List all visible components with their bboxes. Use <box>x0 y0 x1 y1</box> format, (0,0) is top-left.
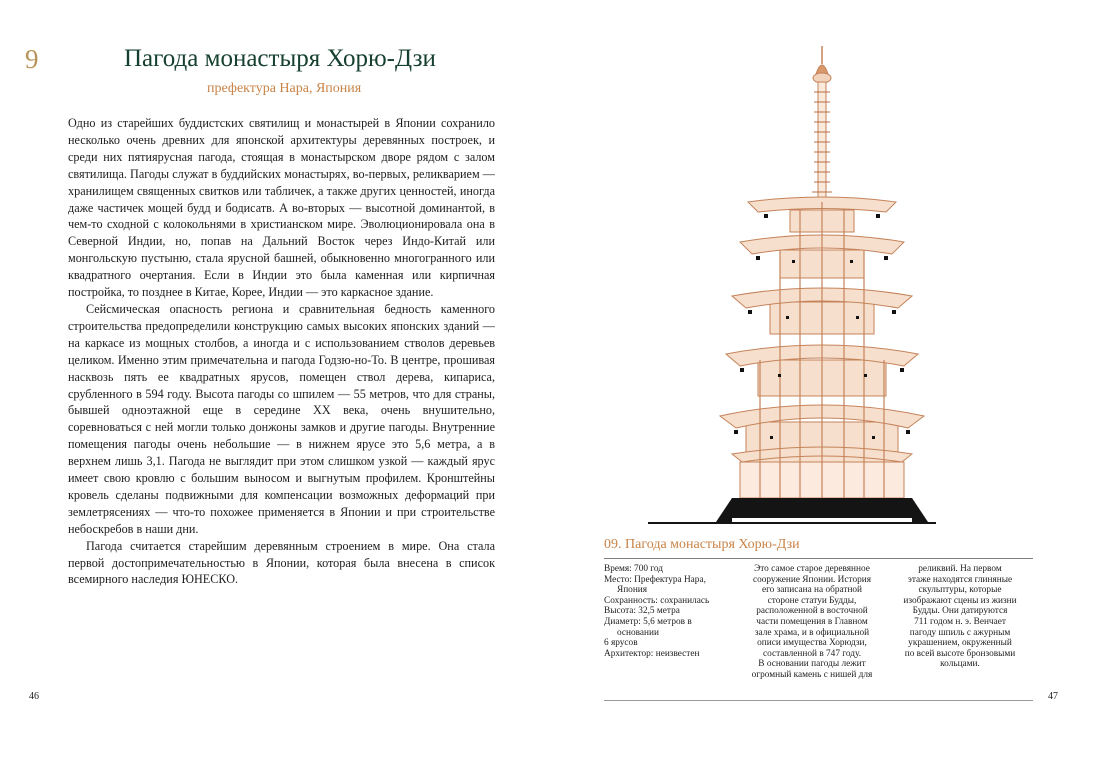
history-line: его записана на обратной <box>761 585 863 596</box>
paragraph: Одно из старейших буддистских святилищ и монастырей в Японии сохранило несколько очень древних для японской архитектуры деревянных построек, и среди них пятиярусная пагода, стоящая в монастырском дворе рядом с залом святилища. Пагоды служат в буддийских монастырях, во-первых, реликварием — хранилищем священных свитков или табличек, а также других ценностей, иногда даже частичек мощей будд и бодисатв. А во-вторых — высотной доминантой, в чем-то сходной с колокольнями в христианском мире. Эволюционировала она в Северной Индии, но, попав на Дальний Восток через Индо-Китай или монгольскую пустыню, стала ярусной башней, обыкновенно многогранного или квадратного очертания. Если в Индии это была каменная или кирпичная постройка, то позднее в Китае, Корее, Индии — это каркасное здание. <box>68 116 495 300</box>
history-line: стороне статуи Будды, <box>767 595 857 606</box>
caption-bottom-divider <box>604 700 1033 701</box>
facts-column <box>604 564 742 659</box>
history-line: составленной в 747 году. <box>762 648 862 659</box>
relics-line: кольцами. <box>940 659 980 670</box>
history-line: расположенной в восточной <box>756 606 868 617</box>
relics-line: 711 годом н. э. Венчает <box>914 616 1006 627</box>
fact-line: Диаметр: 5,6 метров в <box>604 616 692 627</box>
caption-number: 09. <box>604 537 622 552</box>
chapter-number: 9 <box>25 44 39 74</box>
page-subtitle: префектура Нара, Япония <box>207 81 362 96</box>
fact-line: Архитектор: неизвестен <box>604 648 700 659</box>
fact-line: Время: 700 год <box>604 564 664 574</box>
paragraph: Пагода считается старейшим деревянным строением в мире. Она стала первой достопримечательностью в Японии, которая была внесена в список всемирного наследия ЮНЕСКО. <box>68 538 495 587</box>
history-line: огромный камень с нишей для <box>751 669 873 680</box>
relics-line: Будды. Они датируются <box>912 606 1008 617</box>
relics-column <box>890 564 1030 670</box>
relics-line: пагоду шпиль с ажурным <box>909 627 1011 638</box>
history-line: части помещения в Главном <box>756 616 868 627</box>
fact-line: Высота: 32,5 метра <box>604 606 680 617</box>
history-line: В основании пагоды лежит <box>758 659 866 670</box>
fact-line: Место: Префектура Нара, <box>604 574 706 585</box>
fact-line: Япония <box>617 585 648 596</box>
fact-line: основании <box>617 627 659 638</box>
fact-line: 6 ярусов <box>604 638 638 649</box>
history-line: зале храма, и в официальной <box>754 627 870 638</box>
page-title: Пагода монастыря Хорю-Дзи <box>124 45 436 72</box>
pagoda-elevation-drawing-icon <box>640 42 940 527</box>
fact-line: Сохранность: сохранилась <box>604 595 710 606</box>
relics-line: реликвий. На первом <box>918 564 1002 574</box>
page-number-right: 47 <box>1048 691 1058 702</box>
relics-line: по всей высоте бронзовыми <box>904 648 1016 659</box>
page-number-left: 46 <box>29 691 39 702</box>
caption-text: Пагода монастыря Хорю-Дзи <box>625 537 800 552</box>
history-line: описи имущества Хорюдзи, <box>757 638 867 649</box>
history-line: Это самое старое деревянное <box>754 564 870 574</box>
caption-title <box>604 537 800 553</box>
history-line: сооружение Японии. История <box>752 574 872 585</box>
paragraph: Сейсмическая опасность региона и сравнительная бедность каменного строительства предопределили конструкцию самых высоких японских зданий — на каркасе из мощных столбов, а иногда и с использованием стволов деревьев целиком. Именно этим примечательна и пагода Годзю-но-То. В центре, прошивая насквозь пять ее квадратных ярусов, помещен ствол дерева, кипариса, срубленного в 594 году. Высота пагоды со шпилем — 55 метров, что для страны, бывшей одноэтажной еще в середине XX века, очень внушительно, соревноваться с ней могли только донжоны замков и другие пагоды. Внутренние помещения пагоды очень небольшие — в нижнем ярусе это 5,6 метра, а в верхнем лишь 3,1. Пагода не выглядит при этом слишком узкой — каждый ярус имеет свою кровлю с большим выносом и выгнутым профилем. Кронштейны кровель сделаны подвижными для компенсации возможных деформаций при землетрясениях — что-то похожее применяется в Японии и при строительстве небоскребов в наши дни. <box>68 301 495 536</box>
relics-line: украшением, окруженный <box>908 638 1012 649</box>
history-column <box>742 564 882 681</box>
relics-line: изображают сцены из жизни <box>903 595 1017 606</box>
caption-divider <box>604 558 1033 559</box>
relics-line: этаже находятся глиняные <box>907 574 1013 585</box>
relics-line: скульптуры, которые <box>918 585 1002 596</box>
article-body <box>68 115 495 588</box>
